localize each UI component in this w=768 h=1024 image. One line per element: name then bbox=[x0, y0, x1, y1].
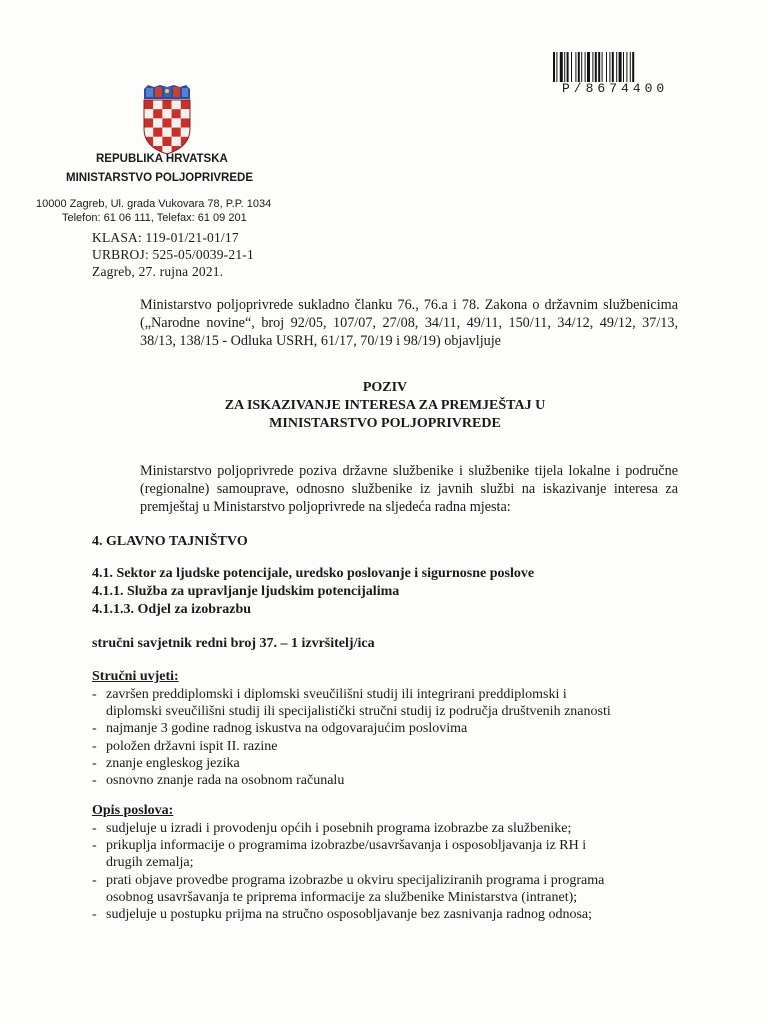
document-date: Zagreb, 27. rujna 2021. bbox=[92, 264, 224, 279]
department-line: 4.1.1.3. Odjel za izobrazbu bbox=[92, 602, 252, 617]
klasa: KLASA: 119-01/21-01/17 bbox=[92, 230, 239, 245]
phone-fax: Telefon: 61 06 111, Telefax: 61 09 201 bbox=[62, 212, 247, 224]
intro-paragraph bbox=[92, 296, 678, 350]
condition-item: - najmanje 3 godine radnog iskustva na odgovarajućim poslovima bbox=[92, 720, 684, 737]
duty-item: - prati objave provedbe programa izobrazbe u okviru specijaliziranih programa i programa osobnog usavršavanja te priprema informacije za službenike Ministarstva (intranet); bbox=[92, 872, 684, 906]
barcode-bars bbox=[552, 52, 686, 82]
barcode-number: P/8674400 bbox=[562, 81, 669, 96]
croatian-coat-of-arms-logo bbox=[138, 85, 196, 155]
condition-item: - osnovno znanje rada na osobnom računalu bbox=[92, 772, 684, 789]
section-heading: 4. GLAVNO TAJNIŠTVO bbox=[92, 534, 248, 549]
sector-line: 4.1. Sektor za ljudske potencijale, uredsko poslovanje i sigurnosne poslove bbox=[92, 566, 535, 581]
ministry-name: MINISTARSTVO POLJOPRIVREDE bbox=[66, 172, 254, 184]
address: 10000 Zagreb, Ul. grada Vukovara 78, P.P. 1034 bbox=[36, 198, 272, 210]
duty-item: - sudjeluje u postupku prijma na stručno osposobljavanje bez zasnivanja radnog odnosa; bbox=[92, 906, 684, 923]
title-line-1: POZIV bbox=[362, 380, 408, 395]
service-line: 4.1.1. Služba za upravljanje ljudskim potencijalima bbox=[92, 584, 400, 599]
urbroj: URBROJ: 525-05/0039-21-1 bbox=[92, 247, 254, 262]
title-line-3: MINISTARSTVO POLJOPRIVREDE bbox=[269, 416, 501, 431]
conditions-heading: Stručni uvjeti: bbox=[92, 669, 179, 684]
republic-name: REPUBLIKA HRVATSKA bbox=[96, 153, 228, 165]
barcode bbox=[552, 52, 686, 97]
duty-item: - sudjeluje u izradi i provodenju općih i posebnih programa izobrazbe za službenike; bbox=[92, 820, 684, 837]
title-line-2: ZA ISKAZIVANJE INTERESA ZA PREMJEŠTAJ U bbox=[224, 398, 546, 413]
duties-list bbox=[92, 820, 684, 923]
intro-text: Ministarstvo poljoprivrede sukladno članku 76., 76.a i 78. Zakona o državnim službenicima („Narodne novine“, broj 92/05, 107/07, 27/08, 34/11, 49/11, 150/11, 34/12, 49/12, 37/13, 38/13, 138/15 - Odluka USRH, 61/17, 70/19 i 98/19) objavljuje bbox=[140, 297, 678, 349]
condition-item: - završen preddiplomski i diplomski sveučilišni studij ili integrirani preddiplomski i diplomski sveučilišni studij ili specijalistički stručni studij iz područja društvenih znanosti bbox=[92, 686, 684, 720]
invitation-paragraph bbox=[92, 462, 678, 516]
position-line: stručni savjetnik redni broj 37. – 1 izvršitelj/ica bbox=[92, 636, 375, 651]
condition-item: - položen državni ispit II. razine bbox=[92, 738, 684, 755]
duties-heading: Opis poslova: bbox=[92, 803, 174, 818]
condition-item: - znanje engleskog jezika bbox=[92, 755, 684, 772]
conditions-list bbox=[92, 686, 684, 789]
invitation-text: Ministarstvo poljoprivrede poziva državne službenike i službenike tijela lokalne i područne (regionalne) samouprave, odnosno službenike iz javnih službi na iskazivanje interesa za premještaj u Ministarstvo poljoprivrede na sljedeća radna mjesta: bbox=[140, 463, 678, 515]
duty-item: - prikuplja informacije o programima izobrazbe/usavršavanja i osposobljavanja iz RH i drugih zemalja; bbox=[92, 837, 684, 871]
